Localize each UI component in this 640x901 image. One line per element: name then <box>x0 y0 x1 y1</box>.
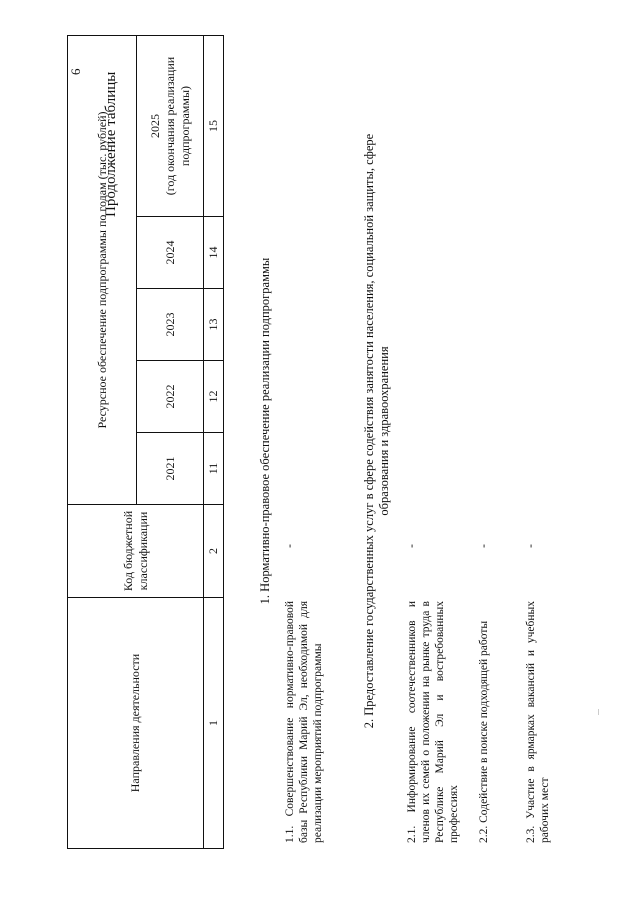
final-year-label: 2025 <box>147 114 162 138</box>
scan-speck <box>598 709 599 715</box>
row-text: 1.1. Совершенствование нормативно-правовой базы Республики Марий Эл, необходимой для реализации мероприятий подпрограммы <box>284 601 325 843</box>
column-number: 13 <box>204 289 224 361</box>
header-year: 2022 <box>137 361 204 433</box>
column-number: 15 <box>204 36 224 217</box>
row-text: 2.2. Содействие в поиске подходящей работы <box>478 620 490 843</box>
header-year: 2023 <box>137 289 204 361</box>
row-code: - <box>523 544 537 548</box>
final-year-note: (год окончания реализации подпрограммы) <box>162 56 192 196</box>
header-budget-code: Код бюджетной классификации <box>68 505 204 598</box>
section-title: 2. Предоставление государственных услуг в сфере содействия занятости населения, социальной защиты, сфере образования и здравоохранения <box>362 133 391 729</box>
column-number: 2 <box>204 505 224 598</box>
page-number: 6 <box>68 68 83 75</box>
header-year: 2024 <box>137 217 204 289</box>
section-title: 1. Нормативно-правовое обеспечение реализации подпрограммы <box>258 257 272 605</box>
header-final-year <box>137 36 204 217</box>
budget-table <box>67 35 224 849</box>
row-code: - <box>404 544 418 548</box>
column-number: 11 <box>204 433 224 505</box>
continuation-label: Продолжение таблицы <box>103 71 119 217</box>
row-code: - <box>476 544 490 548</box>
row-code: - <box>282 544 296 548</box>
header-resources: Ресурсное обеспечение подпрограммы по годам (тыс. рублей) <box>68 36 137 505</box>
column-number-row <box>204 36 224 849</box>
table-header-row <box>68 36 137 849</box>
column-number: 12 <box>204 361 224 433</box>
row-text: 2.3. Участие в ярмарках вакансий и учебных рабочих мест <box>525 601 552 843</box>
column-number: 1 <box>204 598 224 849</box>
header-year: 2021 <box>137 433 204 505</box>
header-direction: Направления деятельности <box>68 598 204 849</box>
column-number: 14 <box>204 217 224 289</box>
row-text: 2.1. Информирование соотечественников и членов их семей о положении на рынке труда в Республике Марий Эл и востребованных профессиях <box>406 601 461 843</box>
